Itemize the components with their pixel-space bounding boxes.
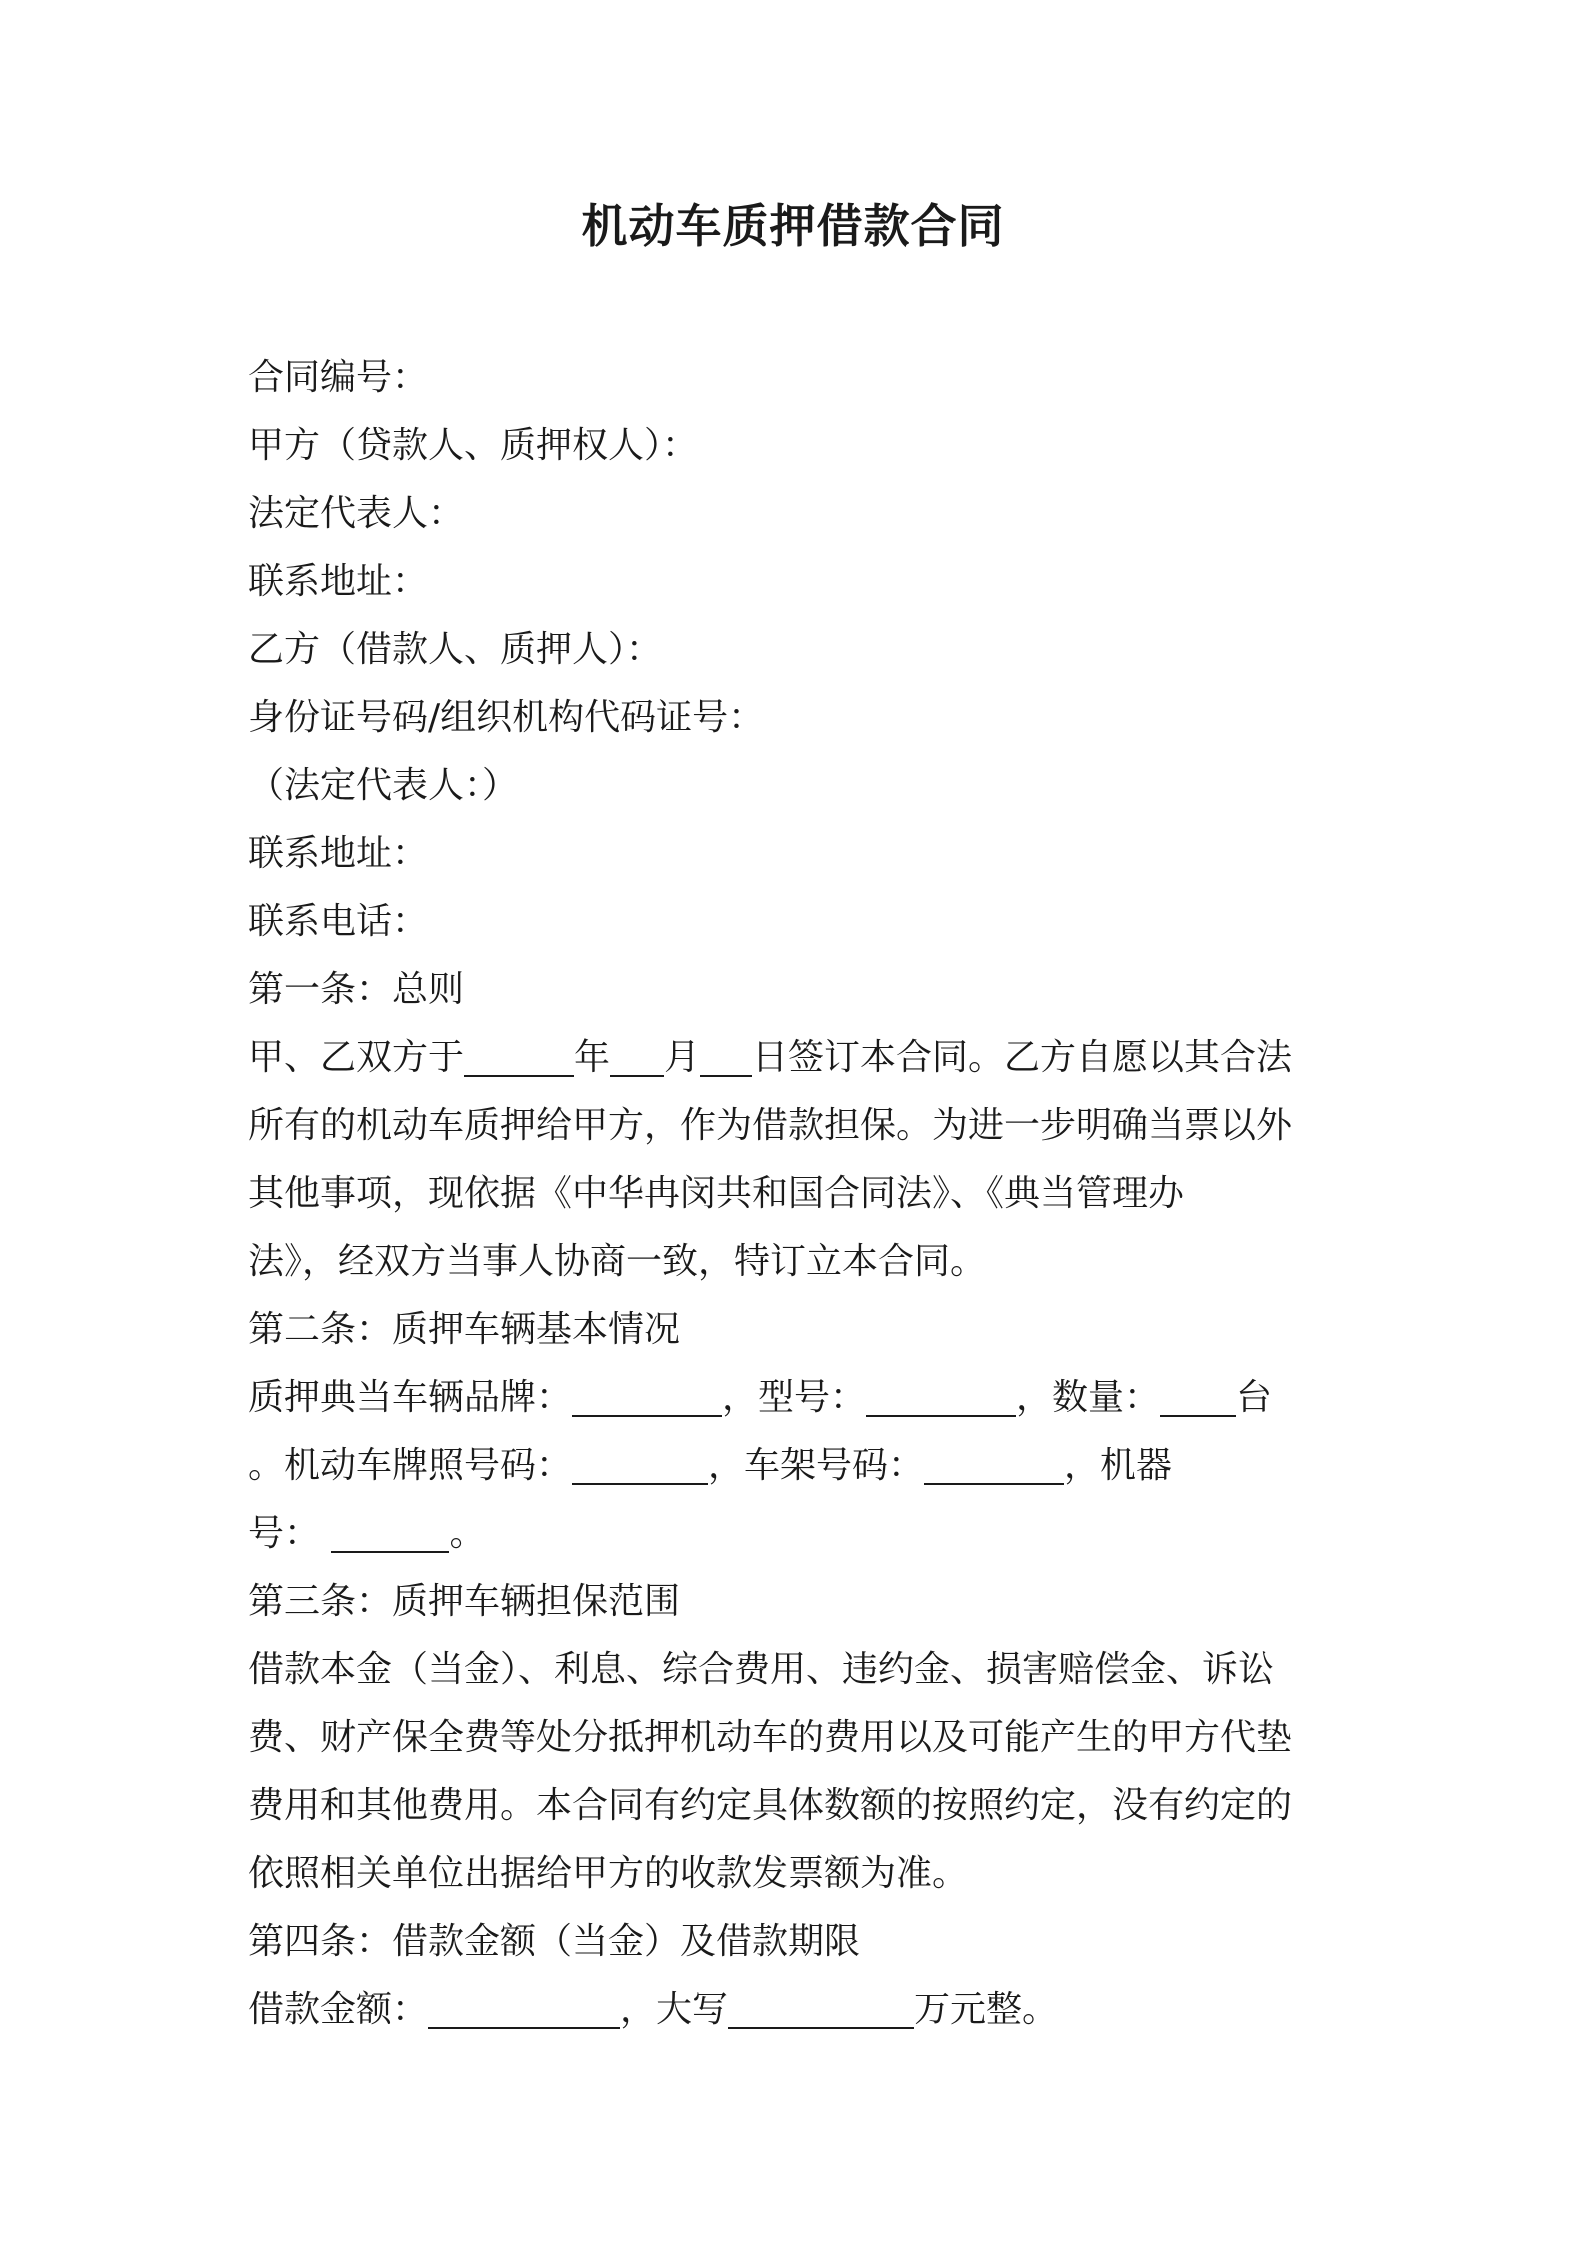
frame-blank[interactable] bbox=[924, 1443, 1064, 1485]
day-blank[interactable] bbox=[700, 1035, 752, 1077]
article-1-text: 甲、乙双方于 bbox=[248, 1037, 465, 1078]
article-1-heading: 第一条：总则 bbox=[248, 969, 465, 1010]
field-party-a-address: 联系地址： bbox=[248, 561, 429, 602]
engine-label: 号： bbox=[248, 1513, 321, 1554]
article-2-heading: 第二条：质押车辆基本情况 bbox=[248, 1309, 681, 1350]
plate-label: 。机动车牌照号码： bbox=[248, 1445, 573, 1486]
model-label: ，型号： bbox=[722, 1377, 867, 1418]
article-3-line-1: 借款本金（当金）、利息、综合费用、违约金、损害赔偿金、诉讼 bbox=[248, 1649, 1275, 1690]
sentence-end: 。 bbox=[449, 1513, 486, 1554]
article-3-line-3: 费用和其他费用。本合同有约定具体数额的按照约定，没有约定的 bbox=[248, 1785, 1293, 1826]
amount-label: 借款金额： bbox=[248, 1989, 429, 2030]
quantity-unit: 台 bbox=[1236, 1377, 1273, 1418]
field-party-b-legal-representative: （法定代表人：） bbox=[248, 765, 519, 806]
amount-unit: 万元整。 bbox=[914, 1989, 1059, 2030]
article-3-line-4: 依照相关单位出据给甲方的收款发票额为准。 bbox=[248, 1853, 969, 1894]
year-label: 年 bbox=[574, 1037, 611, 1078]
article-1-line-1 bbox=[248, 1024, 1348, 1092]
article-3-line-2: 费、财产保全费等处分抵押机动车的费用以及可能产生的甲方代垫 bbox=[248, 1717, 1293, 1758]
capital-label: ，大写 bbox=[620, 1989, 729, 2030]
capital-amount-blank[interactable] bbox=[728, 1987, 914, 2029]
article-3-heading: 第三条：质押车辆担保范围 bbox=[248, 1581, 681, 1622]
amount-blank[interactable] bbox=[428, 1987, 620, 2029]
month-label: 月 bbox=[664, 1037, 701, 1078]
model-blank[interactable] bbox=[866, 1375, 1016, 1417]
article-2-line-1 bbox=[248, 1364, 1348, 1432]
field-phone: 联系电话： bbox=[248, 901, 429, 942]
engine-label: ，机器 bbox=[1064, 1445, 1173, 1486]
article-4-heading: 第四条：借款金额（当金）及借款期限 bbox=[248, 1921, 861, 1962]
article-4-line-1 bbox=[248, 1976, 1348, 2044]
quantity-label: ，数量： bbox=[1016, 1377, 1161, 1418]
contract-body bbox=[248, 344, 1348, 2044]
article-1-line-2: 所有的机动车质押给甲方，作为借款担保。为进一步明确当票以外 bbox=[248, 1105, 1293, 1146]
article-1-text: 日签订本合同。乙方自愿以其合法 bbox=[752, 1037, 1293, 1078]
field-id-number: 身份证号码/组织机构代码证号： bbox=[248, 697, 765, 738]
article-1-line-4: 法》，经双方当事人协商一致，特订立本合同。 bbox=[248, 1241, 987, 1282]
quantity-blank[interactable] bbox=[1160, 1375, 1236, 1417]
month-blank[interactable] bbox=[610, 1035, 664, 1077]
frame-label: ，车架号码： bbox=[708, 1445, 925, 1486]
engine-blank[interactable] bbox=[331, 1511, 449, 1553]
brand-blank[interactable] bbox=[572, 1375, 722, 1417]
field-party-b: 乙方（借款人、质押人）： bbox=[248, 629, 663, 670]
document-title: 机动车质押借款合同 bbox=[581, 199, 1005, 253]
field-contract-number: 合同编号： bbox=[248, 357, 429, 398]
field-legal-representative: 法定代表人： bbox=[248, 493, 465, 534]
brand-label: 质押典当车辆品牌： bbox=[248, 1377, 573, 1418]
field-party-a: 甲方（贷款人、质押权人）： bbox=[248, 425, 699, 466]
article-2-line-2 bbox=[248, 1432, 1348, 1500]
field-party-b-address: 联系地址： bbox=[248, 833, 429, 874]
article-2-line-3 bbox=[248, 1500, 1348, 1568]
article-1-line-3: 其他事项，现依据《中华冉闵共和国合同法》、《典当管理办 bbox=[248, 1173, 1185, 1214]
plate-blank[interactable] bbox=[572, 1443, 708, 1485]
year-blank[interactable] bbox=[464, 1035, 574, 1077]
